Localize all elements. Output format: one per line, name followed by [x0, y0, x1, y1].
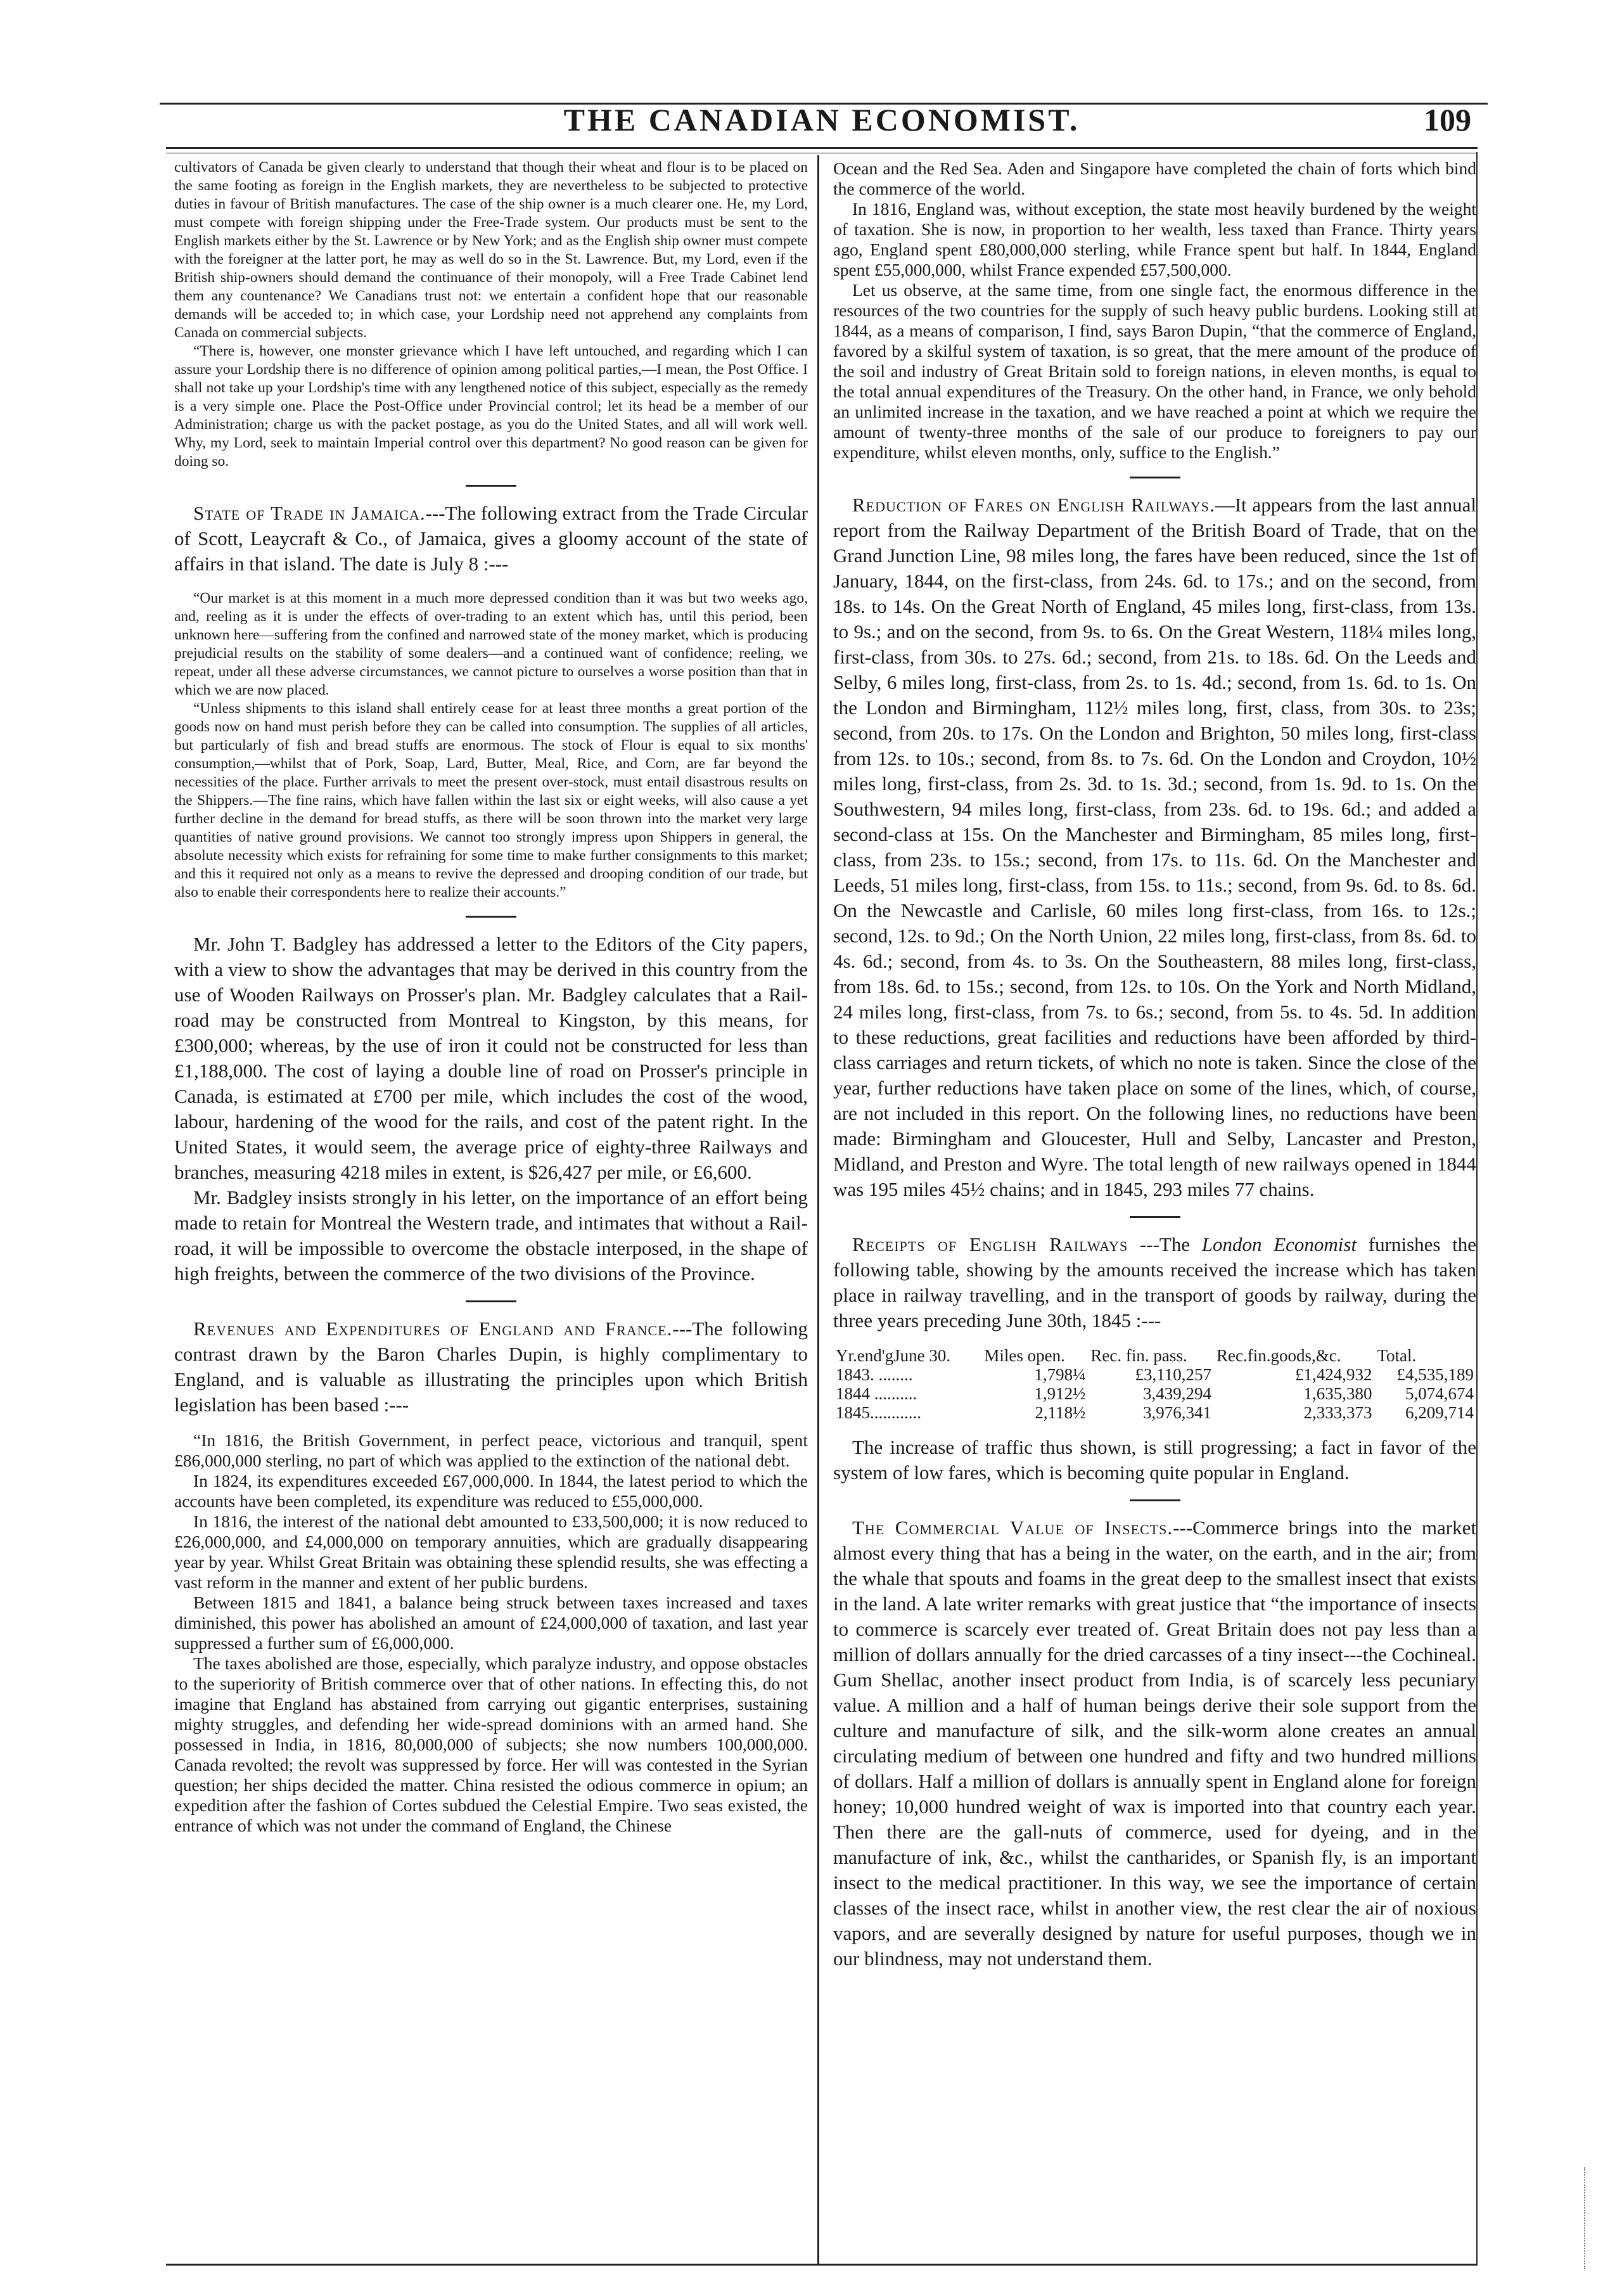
receipts-intro-text: furnishes the following table, showing by the amounts received the increase which has taken place in railway travelling, and in the transport of goods by railway, during the three years preceding June 30th, 1845 :--- — [833, 1233, 1476, 1331]
receipts-heading: Receipts of English Railways — [852, 1233, 1128, 1255]
jamaica-heading: State of Trade in Jamaica. — [193, 502, 426, 524]
bottom-rule — [166, 2264, 1478, 2266]
table-cell: 3,976,341 — [1142, 1403, 1211, 1422]
letter-paragraph: “There is, however, one monster grievance which I have left untouched, and regarding which I can assure your Lordship there is no difference of opinion among political parties,—I mean, the Post Office. I shall not take up your Lordship's time with any lengthened notice of this subject, especially as the remedy is a very simple one. Place the Post-Office under Provincial control; let its head be a member of our Administration; charge us with the packet postage, as you do the United States, and all will work well. Why, my Lord, seek to maintain Imperial control over this department? No good reason can be given for doing so. — [174, 343, 808, 470]
revenues-intro-text: ---The following contrast drawn by the Baron Charles Dupin, is highly complimentary to England, and is valuable as illustrating the principles upon which British legislation has been based :--- — [174, 1318, 808, 1416]
table-cell: 1845............ — [836, 1403, 921, 1422]
receipts-article-intro — [833, 1232, 1476, 1333]
insects-text: ---Commerce brings into the market almost every thing that has a being in the water, on the earth, and in the air; from the whale that spouts and foams in the great deep to the smallest insect that exists in the land. A late writer remarks with great justice that “the importance of insects to commerce is scarcely ever treated of. Great Britain does not pay less than a million of dollars annually for the dried carcasses of a tiny insect---the Cochineal. Gum Shellac, another insect product from India, is of scarcely less pecuniary value. A million and a half of human beings derive their sole support from the culture and manufacture of silk, and the silk-worm alone creates an annual circulating medium of between one hundred and fifty and two hundred millions of dollars. Half a million of dollars is annually spent in England alone for foreign honey; 10,000 hundred weight of wax is imported into that country each year. Then there are the gall-nuts of commerce, used for dyeing, and in the manufacture of ink, &c., whilst the cantharides, or Spanish fly, is an important insect to the medical practitioner. In this way, we see the importance of certain classes of the insect race, whilst in another view, the rest clear the air of noxious vapors, and are severally designed by nature for useful purposes, though we in our blindness, may not understand them. — [833, 1517, 1476, 1970]
table-cell: 6,209,714 — [1405, 1403, 1474, 1422]
jamaica-quote-paragraph: “Unless shipments to this island shall entirely cease for at least three months a great portion of the goods now on hand must perish before they can be called into consumption. The supplies of all articles, but particularly of fish and bread stuffs are enormous. The stock of Flour is equal to six months' consumption,—whilst that of Pork, Soap, Lard, Butter, Meal, Rice, and Corn, are far beyond the necessities of the place. Further arrivals to meet the present over-stock, must entail disastrous results on the Shippers.—The fine rains, which have fallen within the last six or eight weeks, will also cause a yet further decline in the demand for bread stuffs, as there will be soon thrown into the market very large quantities of native ground provisions. We cannot too strongly impress upon Shippers in general, the absolute necessity which exists for refraining for some time to make further consignments to this market; and this it required not only as a means to revive the depressed and drooping condition of our trade, but also to enable their correspondents here to realize their accounts.” — [174, 700, 808, 901]
receipts-table — [833, 1346, 1476, 1422]
revenues-quote-paragraph: “In 1816, the British Government, in perfect peace, victorious and tranquil, spent £86,000,000 sterling, no part of which was applied to the extinction of the national debt. — [174, 1430, 808, 1470]
page-number: 109 — [1424, 102, 1471, 138]
table-cell: 1844 .......... — [836, 1384, 917, 1403]
fares-text: —It appears from the last annual report from the Railway Department of the British Board of Trade, that on the Grand Junction Line, 98 miles long, the fares have been reduced, since the 1st of January, 1844, on the first-class, from 24s. 6d. to 17s.; and on the second, from 18s. to 14s. On the Great North of England, 45 miles long, first-class, from 13s. to 9s.; and on the second, from 9s. to 6s. On the Great Western, 118¼ miles long, first-class, from 30s. to 27s. 6d.; second, from 21s. to 18s. 6d. On the Leeds and Selby, 6 miles long, first-class, from 2s. to 1s. 4d.; second, from 1s. 6d. to 1s. On the London and Birmingham, 112½ miles long, first, class, from 30s. to 23s; second, from 20s. to 17s. On the London and Brighton, 50 miles long, first-class from 12s. to 10s.; second, from 8s. to 7s. 6d. On the London and Croydon, 10½ miles long, first-class, from 2s. 3d. to 1s. 3d.; second, from 1s. 9d. to 1s. On the Southwestern, 94 miles long, first-class, from 23s. 6d. to 19s. 6d.; and added a second-class at 15s. On the Manchester and Birmingham, 85 miles long, first-class, from 23s. to 15s.; second, from 17s. to 11s. 6d. On the Manchester and Leeds, 51 miles long, first-class, from 15s. to 11s.; second, from 9s. 6d. to 8s. 6d. On the Newcastle and Carlisle, 60 miles long first-class, from 16s. to 12s.; second, 12s. to 9d.; On the North Union, 22 miles long, first-class, from 8s. 6d. to 4s. 6d.; second, from 4s. to 3s. On the Southeastern, 88 miles long, first-class, from 18s. 6d. to 15s.; second, from 12s. to 10s. On the York and North Midland, 24 miles long, first-class, from 7s. to 6s.; second, from 5s. to 4s. 5d. In addition to these reductions, great facilities and reductions have been afforded by third-class carriages and return tickets, of which no note is taken. Since the close of the year, further reductions have taken place on some of the lines, which, of course, are not included in this report. On the following lines, no reductions have been made: Birmingham and Gloucester, Hull and Selby, Lancaster and Preston, Midland, and Preston and Wyre. The total length of new railways opened in 1844 was 195 miles 45½ chains; and in 1845, 293 miles 77 chains. — [833, 494, 1476, 1200]
table-header-cell: Total. — [1377, 1346, 1417, 1365]
table-cell: 1,912½ — [1034, 1384, 1086, 1403]
section-separator — [1130, 1216, 1180, 1218]
table-cell: £3,110,257 — [1135, 1365, 1211, 1384]
table-cell: 5,074,674 — [1405, 1384, 1474, 1403]
table-cell: £4,535,189 — [1396, 1365, 1474, 1384]
table-header-cell: Yr.end'gJune 30. — [836, 1346, 951, 1365]
table-row — [833, 1384, 1476, 1403]
section-separator — [1130, 477, 1180, 478]
receipts-after-paragraph: The increase of traffic thus shown, is still progressing; a fact in favor of the system of low fares, which is becoming quite popular in England. — [833, 1436, 1476, 1484]
fares-article — [833, 492, 1476, 1202]
letter-paragraph: cultivators of Canada be given clearly to understand that though their wheat and flour is to be placed on the same footing as foreign in the English markets, they are nevertheless to be subjected to protective duties in favour of British manufactures. The case of the ship owner is a much clearer one. He, my Lord, must compete with foreign shipping under the Free-Trade system. Our products must be sent to the English markets either by the St. Lawrence or by New York; and as the English ship owner must compete with the foreigner at the latter port, he may as well do so in the St. Lawrence. But, my Lord, even if the British ship-owners should demand the continuance of their monopoly, will a Free Trade Cabinet lend them any countenance? We Canadians trust not: we entertain a confident hope that our reasonable demands will be acceded to; in which case, your Lordship need not apprehend any complaints from Canada on commercial subjects. — [174, 159, 808, 341]
revenues-continued-paragraph: Let us observe, at the same time, from one single fact, the enormous difference in the resources of the two countries for the supply of such heavy public burdens. Looking still at 1844, as a means of comparison, I find, says Baron Dupin, “that the commerce of England, favored by a skilful system of taxation, is so great, that the mere amount of the produce of the soil and industry of Great Britain sold to foreign nations, in eleven months, is equal to the total annual expenditures of the Treasury. On the other hand, in France, we only behold an unlimited increase in the taxation, and we have reached a point at which we require the amount of twenty-three months of the sale of our produce to foreigners to pay our expenditure, whilst eleven months, only, suffice to the English.” — [833, 280, 1476, 462]
table-cell: 3,439,294 — [1142, 1384, 1211, 1403]
table-header-cell: Rec. fin. pass. — [1090, 1346, 1187, 1365]
fares-heading: Reduction of Fares on English Railways. — [852, 494, 1215, 516]
table-header-cell: Miles open. — [984, 1346, 1065, 1365]
revenues-heading: Revenues and Expenditures of England and France. — [193, 1318, 673, 1340]
page-edge-scan-mark — [1584, 2167, 1597, 2269]
section-separator — [466, 485, 516, 487]
table-cell: 1843. ........ — [836, 1365, 913, 1384]
receipts-intro-text: ---The — [1128, 1233, 1202, 1255]
insects-heading: The Commercial Value of Insects. — [852, 1517, 1173, 1539]
header-rule — [166, 147, 1478, 153]
jamaica-quote-paragraph: “Our market is at this moment in a much more depressed condition than it was but two weeks ago, and, reeling as it is under the effects of over-trading to an extent which has, until this period, been unknown here—suffering from the confined and narrowed state of the money market, which is producing prejudicial results on the stability of some dealers—and a continued want of confidence; reeling, we repeat, under all these adverse circumstances, we cannot picture to ourselves a worse position than that in which we are now placed. — [174, 590, 808, 698]
revenues-quote-paragraph: Between 1815 and 1841, a balance being struck between taxes increased and taxes diminished, this power has abolished an amount of £24,000,000 of taxation, and last year suppressed a further sum of £6,000,000. — [174, 1593, 808, 1653]
table-row — [833, 1365, 1476, 1384]
table-row — [833, 1403, 1476, 1422]
table-cell: 2,118½ — [1035, 1403, 1086, 1422]
revenues-continued-paragraph: Ocean and the Red Sea. Aden and Singapore have completed the chain of forts which bind the commerce of the world. — [833, 158, 1476, 198]
table-cell: 1,635,380 — [1303, 1384, 1372, 1403]
revenues-article-intro — [174, 1316, 808, 1418]
table-cell: £1,424,932 — [1294, 1365, 1372, 1384]
page-header — [166, 101, 1478, 146]
jamaica-intro-text: ---The following extract from the Trade Circular of Scott, Leaycraft & Co., of Jamaica, gives a gloomy account of the state of affairs in that island. The date is July 8 :--- — [174, 502, 808, 575]
revenues-quote-paragraph: In 1824, its expenditures exceeded £67,000,000. In 1844, the latest period to which the accounts have been completed, its expenditure was reduced to £55,000,000. — [174, 1471, 808, 1511]
table-header-cell: Rec.fin.goods,&c. — [1216, 1346, 1341, 1365]
table-header-row — [833, 1346, 1476, 1365]
revenues-continued-paragraph: In 1816, England was, without exception, the state most heavily burdened by the weight of taxation. She is now, in proportion to her wealth, less taxed than France. Thirty years ago, England spent £80,000,000 sterling, while France spent but half. In 1844, England spent £55,000,000, whilst France expended £57,500,000. — [833, 199, 1476, 279]
section-separator — [466, 916, 516, 918]
masthead-title: THE CANADIAN ECONOMIST. — [563, 102, 1080, 138]
receipts-source: London Economist — [1201, 1233, 1357, 1255]
revenues-quote-paragraph: In 1816, the interest of the national debt amounted to £33,500,000; it is now reduced to £26,000,000, and £4,000,000 on temporary annuities, which are gradually disappearing year by year. Whilst Great Britain was obtaining these splendid results, she was effecting a vast reform in the manner and extent of her public burdens. — [174, 1511, 808, 1592]
revenues-quote-paragraph: The taxes abolished are those, especially, which paralyze industry, and oppose obstacles to the superiority of British commerce over that of other nations. In effecting this, do not imagine that England has abstained from carrying out gigantic enterprises, sustaining mighty struggles, and defending her wide-spread dominions with an armed hand. She possessed in India, in 1816, 80,000,000 of subjects; she now numbers 100,000,000. Canada revolted; the revolt was suppressed by force. Her will was contested in the Syrian question; her ships decided the matter. China resisted the odious commerce in opium; an expedition after the fashion of Cortes subdued the Celestial Empire. Two seas existed, the entrance of which was not under the command of England, the Chinese — [174, 1653, 808, 1835]
table-cell: 2,333,373 — [1303, 1403, 1372, 1422]
right-column — [833, 158, 1476, 2262]
insects-article — [833, 1515, 1476, 1972]
left-column — [174, 158, 808, 2262]
badgley-paragraph: Mr. Badgley insists strongly in his letter, on the importance of an effort being made to retain for Montreal the Western trade, and intimates that without a Rail-road, it will be impossible to overcome the obstacle interposed, in the shape of high freights, between the commerce of the two divisions of the Province. — [174, 1186, 808, 1285]
table-cell: 1,798¼ — [1034, 1365, 1086, 1384]
badgley-paragraph: Mr. John T. Badgley has addressed a letter to the Editors of the City papers, with a view to show the advantages that may be derived in this country from the use of Wooden Railways on Prosser's plan. Mr. Badgley calculates that a Rail-road may be constructed from Montreal to Kingston, by this means, for £300,000; whereas, by the use of iron it could not be constructed for less than £1,188,000. The cost of laying a double line of road on Prosser's principle in Canada, is estimated at £700 per mile, which includes the cost of the wood, labour, hardening of the wood for the rails, and cost of the patent right. In the United States, it would seem, the average price of eighty-three Railways and branches, measuring 4218 miles in extent, is $26,427 per mile, or £6,600. — [174, 933, 808, 1183]
right-edge-rule — [1476, 152, 1478, 2266]
section-separator — [1130, 1499, 1180, 1501]
section-separator — [466, 1300, 516, 1302]
column-divider — [817, 155, 819, 2266]
jamaica-article-intro — [174, 501, 808, 577]
